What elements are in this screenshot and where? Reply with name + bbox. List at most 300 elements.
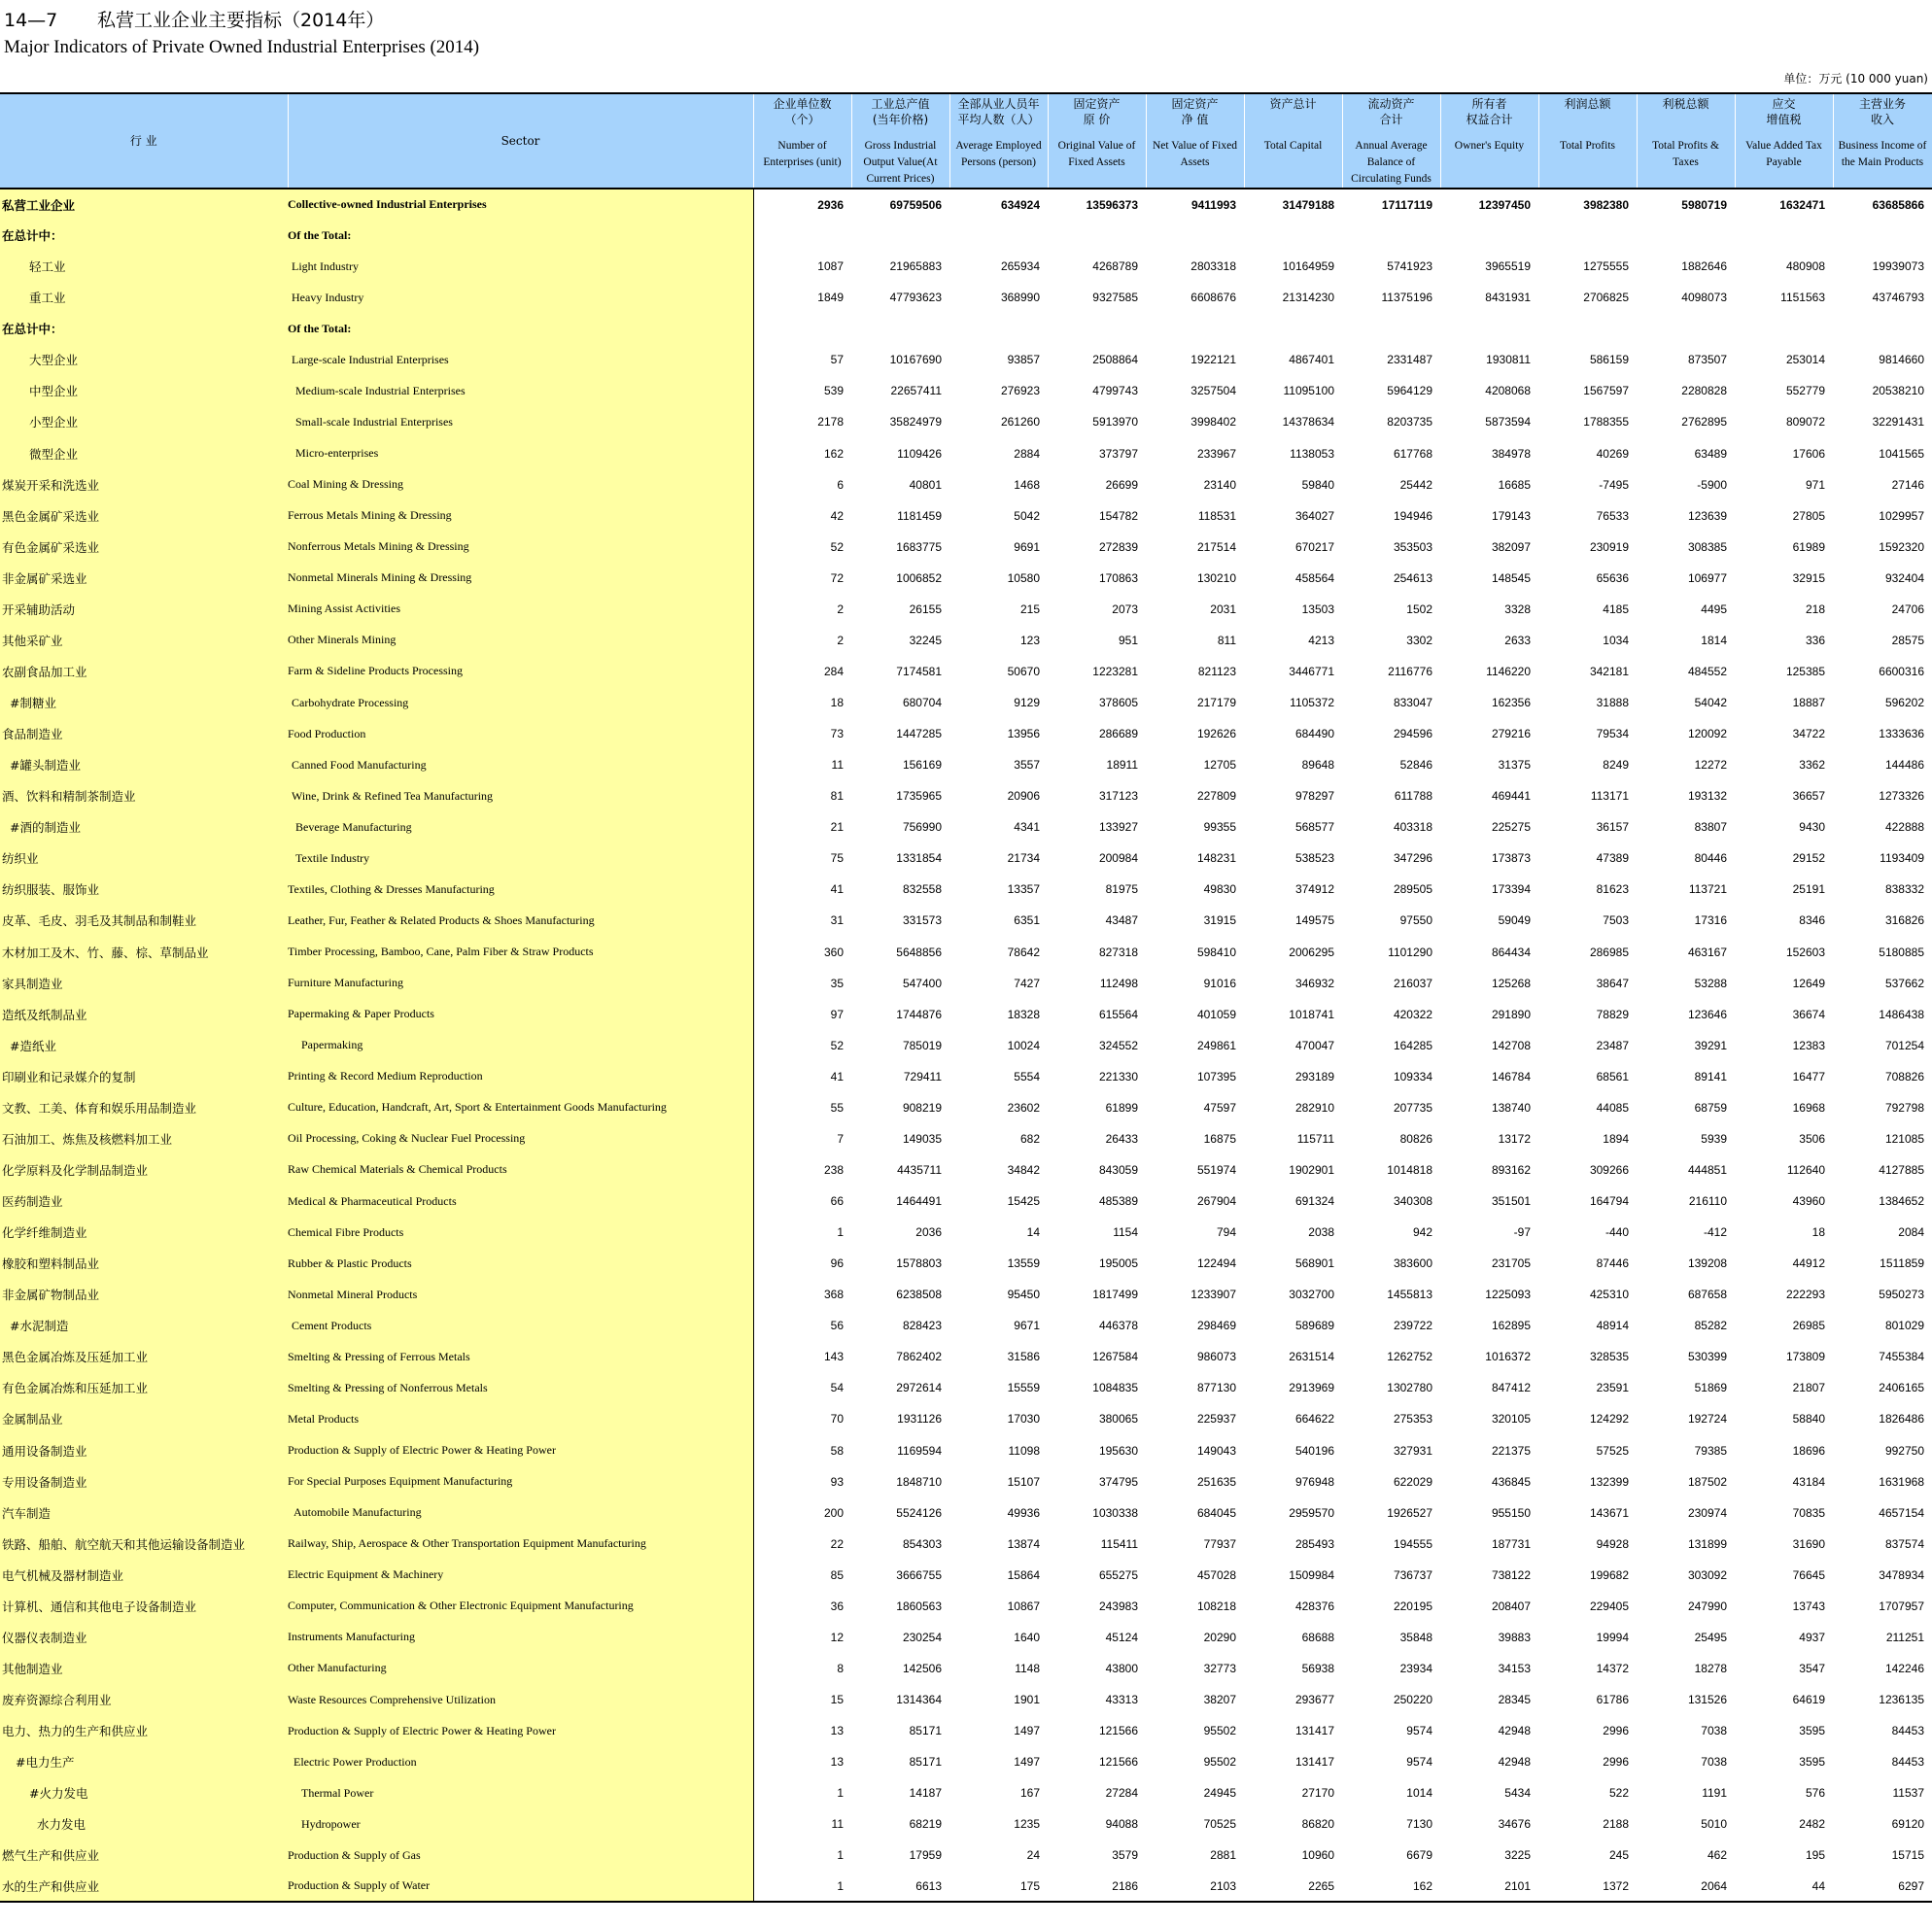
sector-zh-cell: #电力生产 xyxy=(0,1746,288,1777)
value-cell: 148231 xyxy=(1196,851,1236,866)
value-cell: 11098 xyxy=(1008,1443,1040,1458)
value-cell: 2406165 xyxy=(1879,1381,1924,1395)
value-cell: 317123 xyxy=(1098,789,1138,804)
value-cell: 120092 xyxy=(1687,727,1727,741)
value-cell: 837574 xyxy=(1884,1536,1924,1551)
sector-zh-cell: 非金属矿采选业 xyxy=(0,563,288,594)
value-cell: 680704 xyxy=(902,696,942,710)
sector-zh-cell: 皮革、毛皮、羽毛及其制品和制鞋业 xyxy=(0,905,288,936)
sector-zh-cell: 印刷业和记录媒介的复制 xyxy=(0,1061,288,1092)
value-cell xyxy=(753,220,851,251)
sector-zh-cell: 化学纤维制造业 xyxy=(0,1217,288,1248)
value-cell: 327931 xyxy=(1393,1443,1432,1458)
value-cell: 76533 xyxy=(1596,508,1629,523)
value-cell: 286985 xyxy=(1589,945,1629,959)
value-cell: 854303 xyxy=(902,1536,942,1551)
value-cell: 530399 xyxy=(1687,1350,1727,1364)
value-cell: 58 xyxy=(753,1435,851,1466)
value-cell: 2 xyxy=(753,625,851,656)
value-cell: 26699 xyxy=(1105,477,1138,492)
value-cell xyxy=(1244,313,1342,344)
value-cell: 1262752 xyxy=(1387,1350,1432,1364)
header-metric-en: Total Profits & Taxes xyxy=(1652,140,1719,168)
table-row xyxy=(0,438,1932,469)
table-row xyxy=(0,687,1932,718)
value-cell: 81623 xyxy=(1596,882,1629,897)
value-cell: 1509984 xyxy=(1289,1567,1334,1582)
value-cell: 833047 xyxy=(1393,696,1432,710)
table-row xyxy=(0,1217,1932,1248)
value-cell: 15864 xyxy=(1007,1567,1040,1582)
table-row xyxy=(0,1808,1932,1840)
value-cell: 75 xyxy=(753,843,851,874)
value-cell: 199682 xyxy=(1589,1567,1629,1582)
value-cell: 2073 xyxy=(1112,602,1138,616)
value-cell: 2996 xyxy=(1603,1755,1629,1770)
value-cell xyxy=(1342,313,1440,344)
value-cell: 22 xyxy=(753,1529,851,1560)
value-cell: 54042 xyxy=(1694,696,1727,710)
value-cell: 1814 xyxy=(1701,633,1727,647)
value-cell: 1922121 xyxy=(1190,353,1236,367)
value-cell: 9327585 xyxy=(1092,291,1138,305)
value-cell: 284 xyxy=(753,656,851,687)
value-cell: 17316 xyxy=(1694,913,1727,928)
value-cell: 207735 xyxy=(1393,1100,1432,1115)
value-cell: 986073 xyxy=(1196,1350,1236,1364)
value-cell: 384978 xyxy=(1491,446,1531,461)
value-cell: 401059 xyxy=(1196,1007,1236,1021)
value-cell: 794 xyxy=(1216,1225,1236,1240)
value-cell: 1275555 xyxy=(1583,259,1629,274)
value-cell: 436845 xyxy=(1491,1474,1531,1489)
value-cell: 85171 xyxy=(909,1755,942,1770)
value-cell: 4268789 xyxy=(1092,259,1138,274)
value-cell: 200 xyxy=(753,1497,851,1529)
value-cell: 5913970 xyxy=(1092,415,1138,430)
sector-zh-cell: 专用设备制造业 xyxy=(0,1466,288,1497)
sector-zh-cell: 电气机械及器材制造业 xyxy=(0,1560,288,1591)
value-cell: 24 xyxy=(1026,1848,1040,1863)
value-cell: 39883 xyxy=(1498,1630,1531,1644)
value-cell: 23602 xyxy=(1007,1100,1040,1115)
header-metric-en: Annual Average Balance of Circulating Funds xyxy=(1351,140,1432,185)
value-cell: 32915 xyxy=(1792,570,1825,585)
header-metric xyxy=(1538,93,1637,189)
value-cell: 828423 xyxy=(902,1319,942,1333)
value-cell: 1087 xyxy=(753,251,851,282)
value-cell: 611788 xyxy=(1394,789,1432,804)
value-cell: 80446 xyxy=(1694,851,1727,866)
value-cell: 457028 xyxy=(1196,1567,1236,1582)
value-cell: 34842 xyxy=(1007,1162,1040,1177)
value-cell: 121085 xyxy=(1884,1131,1924,1146)
value-cell: 5554 xyxy=(1014,1069,1040,1083)
value-cell: 832558 xyxy=(902,882,942,897)
value-cell: 162 xyxy=(1412,1878,1432,1893)
value-cell: 162 xyxy=(753,438,851,469)
value-cell: 2803318 xyxy=(1190,259,1236,274)
value-cell xyxy=(1146,220,1244,251)
header-row xyxy=(0,93,1932,189)
value-cell: 31915 xyxy=(1203,913,1236,928)
value-cell: 138740 xyxy=(1491,1100,1531,1115)
value-cell: 124292 xyxy=(1589,1412,1629,1427)
sector-zh-cell: 开采辅助活动 xyxy=(0,594,288,625)
title-en: Major Indicators of Private Owned Industrial Enterprises (2014) xyxy=(4,37,480,57)
value-cell: 21965883 xyxy=(889,259,942,274)
value-cell: 838332 xyxy=(1884,882,1924,897)
value-cell: 48914 xyxy=(1596,1319,1629,1333)
value-cell xyxy=(851,313,949,344)
value-cell xyxy=(1048,220,1146,251)
table-row xyxy=(0,375,1932,406)
title-zh: 私营工业企业主要指标（2014年） xyxy=(97,10,385,31)
value-cell: 684490 xyxy=(1294,727,1334,741)
value-cell: 14187 xyxy=(909,1786,942,1801)
value-cell: 72 xyxy=(753,563,851,594)
value-cell: 708826 xyxy=(1884,1069,1924,1083)
value-cell: 96 xyxy=(753,1248,851,1279)
value-cell: 216037 xyxy=(1393,976,1432,990)
value-cell: 66 xyxy=(753,1186,851,1217)
value-cell: 267904 xyxy=(1196,1194,1236,1209)
value-cell: 31690 xyxy=(1792,1536,1825,1551)
value-cell: 26433 xyxy=(1105,1131,1138,1146)
value-cell: 5939 xyxy=(1701,1131,1727,1146)
value-cell: 108218 xyxy=(1196,1599,1236,1613)
value-cell: 152603 xyxy=(1785,945,1825,959)
header-metric-en: Value Added Tax Payable xyxy=(1745,140,1822,168)
table-number: 14—7 xyxy=(4,10,58,31)
value-cell: 95502 xyxy=(1203,1755,1236,1770)
sector-zh-cell: 黑色金属矿采选业 xyxy=(0,500,288,532)
value-cell: -5900 xyxy=(1697,477,1727,492)
header-metric-zh: 工业总产值 (当年价格) xyxy=(871,97,930,126)
sector-en-cell: Textile Industry xyxy=(288,843,753,874)
value-cell: 17030 xyxy=(1007,1412,1040,1427)
sector-en-cell: Nonferrous Metals Mining & Dressing xyxy=(288,532,753,563)
sector-zh-cell: 铁路、船舶、航空航天和其他运输设备制造业 xyxy=(0,1529,288,1560)
value-cell: 109334 xyxy=(1393,1069,1432,1083)
table-row xyxy=(0,1653,1932,1684)
header-metric-zh: 全部从业人员年 平均人数（人） xyxy=(957,97,1040,126)
value-cell: 18 xyxy=(753,687,851,718)
value-cell: 462 xyxy=(1707,1848,1727,1863)
value-cell: 31375 xyxy=(1498,758,1531,773)
value-cell: 167 xyxy=(1019,1786,1040,1801)
value-cell: 13357 xyxy=(1007,882,1040,897)
header-metric xyxy=(1735,93,1833,189)
value-cell: 239722 xyxy=(1393,1319,1432,1333)
value-cell: 701254 xyxy=(1884,1038,1924,1052)
value-cell: 316826 xyxy=(1884,913,1924,928)
value-cell: 1235 xyxy=(1014,1817,1040,1832)
value-cell: 230974 xyxy=(1687,1505,1727,1520)
value-cell: 4208068 xyxy=(1485,384,1531,398)
table-row xyxy=(0,344,1932,375)
value-cell: 9671 xyxy=(1014,1319,1040,1333)
value-cell: 1014 xyxy=(1406,1786,1432,1801)
table-row xyxy=(0,189,1932,220)
value-cell: 4098073 xyxy=(1681,291,1727,305)
sector-en-cell: Furniture Manufacturing xyxy=(288,968,753,999)
value-cell: 115711 xyxy=(1296,1131,1334,1146)
value-cell: 298469 xyxy=(1196,1319,1236,1333)
value-cell: 164285 xyxy=(1393,1038,1432,1052)
value-cell: 576 xyxy=(1805,1786,1825,1801)
sector-zh-cell: 黑色金属冶炼及压延加工业 xyxy=(0,1341,288,1372)
value-cell: 57525 xyxy=(1596,1443,1629,1458)
value-cell: 49936 xyxy=(1007,1505,1040,1520)
value-cell: 2913969 xyxy=(1289,1381,1334,1395)
value-cell: 10580 xyxy=(1007,570,1040,585)
table-row xyxy=(0,780,1932,811)
table-row xyxy=(0,1403,1932,1434)
value-cell: 2706825 xyxy=(1583,291,1629,305)
value-cell: 65636 xyxy=(1596,570,1629,585)
value-cell xyxy=(851,220,949,251)
value-cell: 792798 xyxy=(1884,1100,1924,1115)
header-metric xyxy=(1440,93,1538,189)
value-cell: 470047 xyxy=(1294,1038,1334,1052)
value-cell: 43184 xyxy=(1792,1474,1825,1489)
value-cell: 261260 xyxy=(1000,415,1040,430)
value-cell: 1592320 xyxy=(1879,539,1924,554)
value-cell: 61899 xyxy=(1105,1100,1138,1115)
sector-en-cell: Instruments Manufacturing xyxy=(288,1622,753,1653)
sector-en-cell: Production & Supply of Water xyxy=(288,1871,753,1902)
table-row xyxy=(0,282,1932,313)
sector-zh-cell: #水泥制造 xyxy=(0,1310,288,1341)
value-cell: 537662 xyxy=(1884,976,1924,990)
value-cell: 21734 xyxy=(1007,851,1040,866)
value-cell: 34153 xyxy=(1498,1661,1531,1675)
unit-label: 单位：万元 (10 000 yuan) xyxy=(1783,72,1928,86)
value-cell: 1314364 xyxy=(896,1693,942,1707)
value-cell: 148545 xyxy=(1491,570,1531,585)
value-cell: 691324 xyxy=(1294,1194,1334,1209)
value-cell: 123 xyxy=(1019,633,1040,647)
value-cell: 1225093 xyxy=(1485,1288,1531,1302)
value-cell: 378605 xyxy=(1098,696,1138,710)
value-cell: 69759506 xyxy=(889,197,942,212)
sector-zh-cell: 微型企业 xyxy=(0,438,288,469)
header-metric-zh: 利税总额 xyxy=(1662,97,1709,111)
value-cell: 1041565 xyxy=(1879,446,1924,461)
value-cell: 6238508 xyxy=(896,1288,942,1302)
value-cell: 3478934 xyxy=(1879,1567,1924,1582)
value-cell: 24706 xyxy=(1891,602,1924,616)
value-cell: 368990 xyxy=(1000,291,1040,305)
value-cell: 251635 xyxy=(1196,1474,1236,1489)
value-cell: 522 xyxy=(1608,1786,1629,1801)
value-cell: 340308 xyxy=(1393,1194,1432,1209)
value-cell: 13743 xyxy=(1792,1599,1825,1613)
value-cell: 422888 xyxy=(1884,820,1924,835)
value-cell: 7503 xyxy=(1603,913,1629,928)
value-cell: 4127885 xyxy=(1879,1162,1924,1177)
value-cell: 77937 xyxy=(1203,1536,1236,1551)
sector-en-cell: Computer, Communication & Other Electronic Equipment Manufacturing xyxy=(288,1591,753,1622)
sector-en-cell: Mining Assist Activities xyxy=(288,594,753,625)
value-cell: 3328 xyxy=(1504,602,1531,616)
value-cell: 1497 xyxy=(1014,1755,1040,1770)
value-cell: 1 xyxy=(753,1840,851,1871)
value-cell: 7427 xyxy=(1014,976,1040,990)
value-cell: 801029 xyxy=(1884,1319,1924,1333)
value-cell: 480908 xyxy=(1785,259,1825,274)
value-cell: 293677 xyxy=(1294,1693,1334,1707)
value-cell: 70525 xyxy=(1203,1817,1236,1832)
value-cell: 1 xyxy=(753,1777,851,1808)
value-cell: 43960 xyxy=(1792,1194,1825,1209)
value-cell: 285493 xyxy=(1294,1536,1334,1551)
value-cell: 230919 xyxy=(1589,539,1629,554)
header-metric xyxy=(949,93,1048,189)
value-cell: 3362 xyxy=(1799,758,1825,773)
value-cell: 123639 xyxy=(1687,508,1727,523)
value-cell: 27170 xyxy=(1301,1786,1334,1801)
value-cell: 18696 xyxy=(1792,1443,1825,1458)
value-cell: 342181 xyxy=(1589,664,1629,678)
value-cell: -7495 xyxy=(1599,477,1629,492)
value-cell: 3998402 xyxy=(1190,415,1236,430)
value-cell: 873507 xyxy=(1687,353,1727,367)
value-cell: 97550 xyxy=(1399,913,1432,928)
value-cell: 3557 xyxy=(1014,758,1040,773)
value-cell: 58840 xyxy=(1792,1412,1825,1427)
value-cell: 12397450 xyxy=(1478,197,1531,212)
value-cell: 2084 xyxy=(1898,1225,1924,1240)
sector-en-cell: Micro-enterprises xyxy=(288,438,753,469)
value-cell: 149043 xyxy=(1196,1443,1236,1458)
value-cell: 976948 xyxy=(1294,1474,1334,1489)
value-cell: 738122 xyxy=(1491,1567,1531,1582)
value-cell: 35 xyxy=(753,968,851,999)
value-cell: 131417 xyxy=(1294,1724,1334,1738)
table-row xyxy=(0,469,1932,500)
value-cell: 173809 xyxy=(1785,1350,1825,1364)
value-cell: 1105372 xyxy=(1290,696,1334,710)
value-cell: 13503 xyxy=(1301,602,1334,616)
value-cell: 1707957 xyxy=(1879,1599,1924,1613)
value-cell: 79385 xyxy=(1694,1443,1727,1458)
value-cell: 18 xyxy=(1811,1225,1825,1240)
value-cell: 63489 xyxy=(1694,446,1727,461)
value-cell: 32245 xyxy=(909,633,942,647)
value-cell: 245 xyxy=(1608,1848,1629,1863)
table-row xyxy=(0,1092,1932,1123)
value-cell: 1567597 xyxy=(1583,384,1629,398)
table-row xyxy=(0,1061,1932,1092)
value-cell: 78829 xyxy=(1596,1007,1629,1021)
value-cell: 56 xyxy=(753,1310,851,1341)
value-cell: 63685866 xyxy=(1872,197,1924,212)
value-cell: 25191 xyxy=(1792,882,1825,897)
value-cell: 10167690 xyxy=(889,353,942,367)
value-cell: 38207 xyxy=(1203,1693,1236,1707)
value-cell: 13956 xyxy=(1007,727,1040,741)
header-metric xyxy=(1342,93,1440,189)
header-metric xyxy=(1244,93,1342,189)
value-cell: 3547 xyxy=(1799,1661,1825,1675)
value-cell: 41 xyxy=(753,1061,851,1092)
value-cell: 44912 xyxy=(1792,1256,1825,1271)
value-cell: 195 xyxy=(1805,1848,1825,1863)
sector-zh-cell: 纺织服装、服饰业 xyxy=(0,874,288,905)
header-metric-en: Original Value of Fixed Assets xyxy=(1057,140,1136,168)
value-cell: 254613 xyxy=(1393,570,1432,585)
value-cell: 253014 xyxy=(1785,353,1825,367)
value-cell: 458564 xyxy=(1294,570,1334,585)
sector-zh-cell: 其他采矿业 xyxy=(0,625,288,656)
value-cell xyxy=(1342,220,1440,251)
value-cell: 227809 xyxy=(1196,789,1236,804)
value-cell: 125268 xyxy=(1491,976,1531,990)
value-cell: 420322 xyxy=(1393,1007,1432,1021)
table-row xyxy=(0,968,1932,999)
value-cell: 736737 xyxy=(1393,1567,1432,1582)
value-cell: 1191 xyxy=(1702,1786,1727,1801)
value-cell: 12272 xyxy=(1694,758,1727,773)
sector-zh-cell: 化学原料及化学制品制造业 xyxy=(0,1154,288,1186)
value-cell: 4937 xyxy=(1799,1630,1825,1644)
table-title xyxy=(4,6,384,32)
value-cell: 6600316 xyxy=(1879,664,1924,678)
value-cell: 247990 xyxy=(1687,1599,1727,1613)
value-cell: 18328 xyxy=(1007,1007,1040,1021)
value-cell: 20538210 xyxy=(1872,384,1924,398)
value-cell: 20290 xyxy=(1203,1630,1236,1644)
value-cell: 85171 xyxy=(909,1724,942,1738)
value-cell: 122494 xyxy=(1196,1256,1236,1271)
value-cell: 2633 xyxy=(1504,633,1531,647)
value-cell: 1511859 xyxy=(1880,1256,1924,1271)
value-cell: 23487 xyxy=(1596,1038,1629,1052)
value-cell: 877130 xyxy=(1196,1381,1236,1395)
value-cell: 1826486 xyxy=(1879,1412,1924,1427)
value-cell: 1029957 xyxy=(1879,508,1924,523)
value-cell: 320105 xyxy=(1491,1412,1531,1427)
table-row xyxy=(0,1248,1932,1279)
sector-zh-cell: 通用设备制造业 xyxy=(0,1435,288,1466)
value-cell: 8346 xyxy=(1799,913,1825,928)
value-cell: 113721 xyxy=(1688,882,1727,897)
value-cell: 942 xyxy=(1412,1225,1432,1240)
value-cell: 864434 xyxy=(1491,945,1531,959)
value-cell: 54 xyxy=(753,1372,851,1403)
value-cell: 9411993 xyxy=(1190,197,1236,212)
header-metric-zh: 所有者 权益合计 xyxy=(1466,97,1513,126)
value-cell: 5741923 xyxy=(1387,259,1432,274)
value-cell: 8431931 xyxy=(1485,291,1531,305)
value-cell xyxy=(1146,313,1244,344)
value-cell: 3982380 xyxy=(1583,197,1629,212)
value-cell: 1632471 xyxy=(1779,197,1825,212)
value-cell: 1146220 xyxy=(1486,664,1531,678)
value-cell: 6608676 xyxy=(1190,291,1236,305)
header-metric-en: Gross Industrial Output Value(At Current Prices) xyxy=(863,140,938,185)
sector-en-cell: Metal Products xyxy=(288,1403,753,1434)
value-cell: 4495 xyxy=(1701,602,1727,616)
value-cell: 76645 xyxy=(1792,1567,1825,1582)
sector-zh-cell: 家具制造业 xyxy=(0,968,288,999)
value-cell: 192626 xyxy=(1196,727,1236,741)
value-cell: 5180885 xyxy=(1879,945,1924,959)
value-cell xyxy=(1833,220,1932,251)
value-cell: 200984 xyxy=(1098,851,1138,866)
